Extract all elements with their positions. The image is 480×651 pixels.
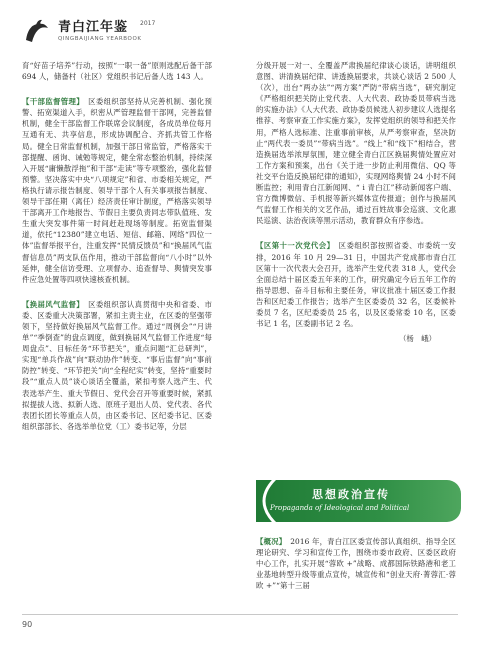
section-tag-party-congress: 【区第十一次党代会】	[256, 241, 331, 251]
section-tag-overview: 【概况】	[256, 537, 283, 546]
brand-block	[58, 16, 156, 42]
spacer	[22, 289, 212, 299]
brand-title-cn: 青白江年鉴	[58, 20, 129, 35]
left-column	[22, 60, 212, 436]
page-number: 90	[22, 620, 33, 629]
section-banner	[256, 480, 461, 522]
page-header	[22, 14, 462, 48]
overview-section	[256, 536, 456, 591]
overview-body: 2016 年，青白江区委宣传部认真组织、指导全区理论研究、学习和宣传工作，围绕市委市政府、区委区政府中心工作，扎实开展“蓉欧 +”战略、成都国际铁路港和老工业基地转型升级等重点宣传，城宣传和“创业天府·菁蓉汇·蓉欧 +”“第十三届	[256, 537, 456, 591]
spacer	[22, 86, 212, 96]
brand-title-en: QINGBAIJIANG YEARBOOK	[58, 36, 142, 42]
author-signature: （杨 峨）	[399, 334, 436, 344]
banner-title-cn: 思想政治宣传	[312, 488, 390, 501]
banner-swoosh-icon	[248, 474, 288, 528]
right-paragraph-1: 分级开展一对一、全覆盖严肃换届纪律谈心谈话，讲明组织意图、讲清换届纪律、讲透换届要求，共谈心谈话 2 500 人（次），出台“两办法”“两方案”严防“带病当选”，研究制定《严格组织把关防止党代表、人大代表、政协委员带病当选的实施办法》《人大代表、政协委员候选人初步建议人选提名推荐、考察审查工作实施方案》，发挥党组织的领导和把关作用，严格人选标准、注重事前审核，从严考察审查，坚决防止“两代表一委员”“带病当选”。“线上”和“线下”相结合，营造换届选举浓厚氛围，建立健全青白江区换届舆情处置应对工作方案和预案，出台《关于进一步防止利用微信、QQ 等社交平台造反换届纪律的通知》，实现网络舆情 24 小时不间断监控；利用青白江新闻网、“ i 青白江”移动新闻客户端、官方微博微信、手机报等新兴媒体宣传报道；创作与换届风气监督工作相关的文艺作品，通过百姓故事会巡演、文化惠民巡演、法治夜读等黑示活动，教育群众有序参选。	[256, 61, 456, 226]
cadre-supervision-body: 区委组织部坚持从完善机制、强化预警、拓宽渠道入手，织密从严管理监督干部网，完善监督机制，健全干部监督工作联席会议制度，各成员单位每月互通有无、共享信息，形成协调配合、齐抓共管工作格局。健全日常监督机制，加强干部日常监管，严格落实干部提醒、函询、诫勉等规定，健全常态整治机制，持续深入开展“庸懒散浮拖”和干部“走读”等专项整治，强化监督预警。坚决落实中央“八项规定”和省、市委相关规定，严格执行请示报告制度、领导干部个人有关事项报告制度、领导干部任期（离任）经济责任审计制度，严格落实领导干部离开工作地报告、节假日主要负责同志带队值班、发生重大突发事件第一时间赶赴现场等制度。拓宽监督渠道，依托“12380”建立电话、短信、邮箱、网络“四位一体”监督举报平台，注重发挥“民情反馈员”和“换届风气监督信息员”两支队伍作用，推动干部监督向“八小时”以外延伸，健全信访受理、立项督办、追查督导、舆情突发事件应急处置等四项快速核查机制。	[22, 97, 212, 284]
section-tag-election-supervision: 【换届风气监督】	[22, 299, 81, 309]
right-column	[256, 60, 456, 344]
party-congress-section	[256, 240, 456, 329]
party-congress-body: 区委组织部按照省委、市委统一安排，2016 年 10 月 29—31 日，中国共产党成都市青白江区第十一次代表大会召开，选举产生党代表 318 人，党代会全面总结十届区委五年来的工作，研究确定今后五年工作的指导思想、奋斗目标和主要任务，审议批准十届区委工作报告和区纪委工作报告；选举产生区委委员 32 名，区委候补委员 7 名，区纪委委员 25 名，以及区委常委 10 名，区委书记 1 名，区委副书记 2 名。	[256, 241, 456, 329]
spacer	[256, 230, 456, 240]
right-column-bottom	[256, 536, 456, 595]
election-supervision-body: 区委组织部认真贯彻中央和省委、市委、区委重大决策部署，紧扣主责主业，在区委的坚强带领下，坚持做好换届风气监督工作。通过“周例会”“月讲单”“季倒查”的盘点调度，做到换届风气监督工作进度“每周盘点”、目标任务“环节把关”，重点问题“汇总研判”，实现“单兵作战”向“联动协作”转变、“事后监督”向“事前防控”转变、“环节把关”向“全程纪实”转变，坚持“重要时段”“重点人员”谈心谈话全覆盖，紧扣考察人选产生、代表选举产生、重大节假日、党代会召开等重要时候，紧抓拟提拔人选、拟新人选、原班子退出人员、党代表、各代表团长团长等重点人员，由区委书记、区纪委书记、区委组织部部长、各选举单位党（工）委书记等，分层	[22, 299, 212, 431]
left-paragraph-1: 育“好苗子培养”行动，按照“一职一备”原则选配后备干部 694 人，储备村（社区）党组织书记后备人选 143 人。	[22, 61, 212, 82]
cadre-supervision-section	[22, 96, 212, 285]
section-tag-cadre-supervision: 【干部监督管理】	[22, 97, 81, 107]
yearbook-logo-icon	[22, 16, 52, 46]
brand-year: 2017	[140, 20, 156, 27]
footer-divider	[22, 614, 458, 615]
banner-title-en: Propaganda of Ideological and Political	[270, 504, 410, 512]
election-supervision-section	[22, 299, 212, 432]
